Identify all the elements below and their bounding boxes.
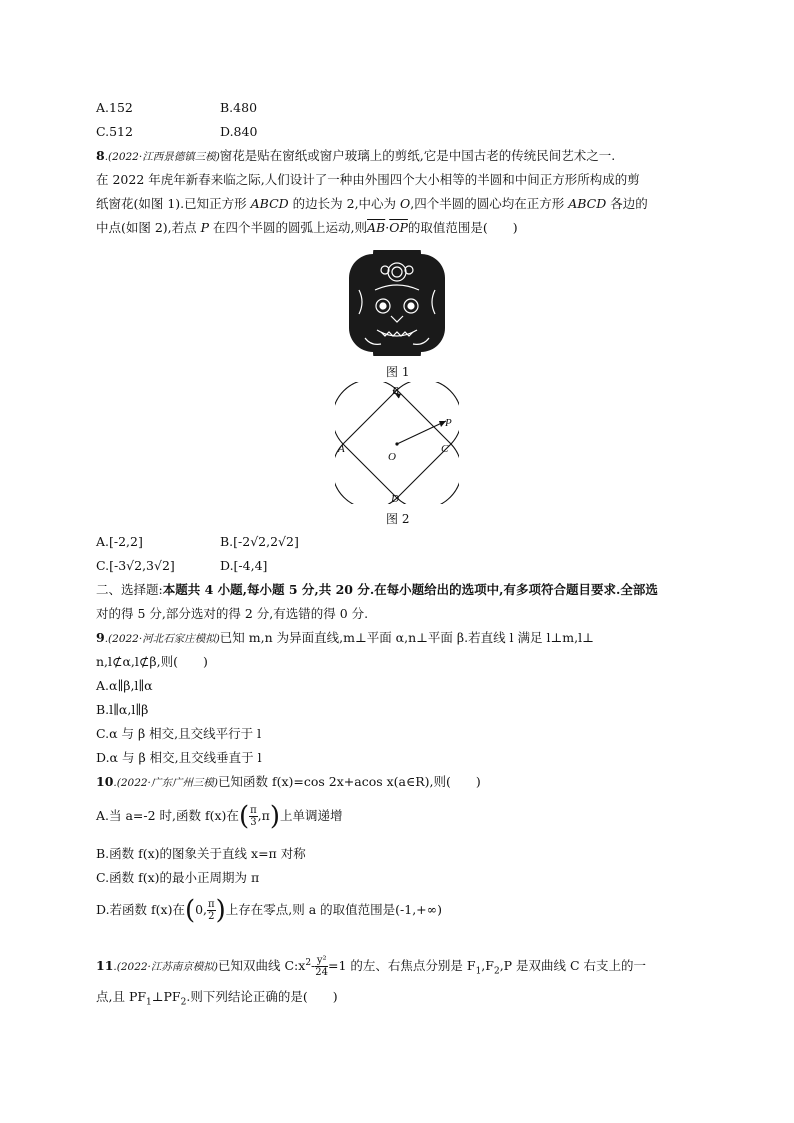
- q11-text-2b: ⊥PF: [151, 989, 181, 1004]
- q10-d-fraction: [207, 899, 216, 922]
- fig2-label-b: B: [392, 385, 399, 397]
- q10-d-zero: 0,: [195, 902, 208, 917]
- q7-option-d: D.840: [220, 124, 258, 139]
- q10-a-fraction: [249, 805, 258, 828]
- q11-sub4: 2: [180, 997, 187, 1008]
- q9-option-c: C.α 与 β 相交,且交线平行于 l: [96, 726, 262, 741]
- q11-source: .(2022·江苏南京模拟): [113, 961, 218, 974]
- q10-option-c: C.函数 f(x)的最小正周期为 π: [96, 870, 260, 885]
- q8-option-d: D.[-4,4]: [220, 558, 268, 573]
- q10-d-frac-den: 2: [208, 911, 215, 922]
- q10-d-frac-num: π: [208, 899, 215, 910]
- q7-option-c: C.512: [96, 124, 133, 139]
- q8-text-4c: 在四个半圆的圆弧上运动,则: [209, 220, 368, 235]
- q11-frac-num: y²: [316, 955, 327, 967]
- q11-text-2a: 点,且 PF: [96, 989, 147, 1004]
- q9-text-1: 已知 m,n 为异面直线,m⊥平面 α,n⊥平面 β.若直线 l 满足 l⊥m,l⊥: [219, 630, 594, 645]
- q11-minus: -: [311, 958, 316, 974]
- q9-option-b: B.l∥α,l∥β: [96, 702, 149, 717]
- section2-line-1: [96, 581, 658, 599]
- q8-text-4g: 的取值范围是( ): [407, 220, 518, 235]
- q11-line-1: [96, 950, 646, 985]
- q11-sub3: 1: [146, 997, 152, 1008]
- q8-text-3e: ,四个半圆的圆心均在正方形: [410, 196, 569, 211]
- q10-option-d: D.若函数 f(x)在(0, $\frac{\pi}{2}$ )上存在零点,则 a 的取值范围是(-1,+∞): [96, 895, 442, 926]
- section2-line-2: 对的得 5 分,部分选对的得 2 分,有选错的得 0 分.: [96, 606, 369, 621]
- q9-number: 9: [96, 630, 105, 645]
- q8-o: O: [400, 196, 411, 211]
- q11-sub1: 1: [475, 966, 482, 977]
- q8-option-c: C.[-3√2,3√2]: [96, 558, 175, 573]
- fig2-label-c: C: [441, 443, 449, 455]
- fig2-label-o: O: [388, 451, 396, 463]
- q11-text-1c: =1 的左、右焦点分别是 F: [328, 958, 476, 974]
- q8-option-b: B.[-2√2,2√2]: [220, 534, 299, 549]
- q10-source: .(2022·广东广州三模): [113, 777, 218, 789]
- q10-a-text-1: A.当 a=-2 时,函数 f(x)在: [96, 808, 239, 823]
- q9-option-a: A.α∥β,l∥α: [96, 678, 153, 693]
- q11-text-1a: 已知双曲线 C:x: [218, 958, 306, 974]
- q11-sub2: 2: [493, 966, 500, 977]
- figure-1-papercut: [345, 250, 449, 356]
- q10-number: 10: [96, 774, 114, 789]
- q8-text-3a: 纸窗花(如图 1).已知正方形: [96, 196, 251, 211]
- q8-text-3g: 各边的: [606, 196, 648, 211]
- q8-text-4a: 中点(如图 2),若点: [96, 220, 201, 235]
- q8-line-4: [96, 219, 518, 237]
- q11-sup: 2: [305, 958, 312, 968]
- q10-d-text-2: 上存在零点,则 a 的取值范围是(-1,+∞): [225, 902, 442, 917]
- q7-option-a: A.152: [96, 100, 133, 115]
- q8-p: P: [200, 220, 210, 235]
- q11-frac-den: 24: [315, 967, 329, 979]
- q8-line-1: [96, 147, 615, 166]
- q10-a-frac-num: π: [250, 805, 257, 816]
- q8-abcd-1: ABCD: [250, 196, 289, 211]
- figure-2-diagram: [335, 382, 459, 504]
- fig2-label-p: P: [445, 417, 452, 429]
- q9-option-d: D.α 与 β 相交,且交线垂直于 l: [96, 750, 262, 765]
- q10-a-text-3: 上单调递增: [280, 808, 343, 823]
- q11-text-1e: ,P 是双曲线 C 右支上的一: [499, 958, 647, 974]
- q11-fraction: [315, 955, 328, 978]
- q8-number: 8: [96, 148, 105, 163]
- q8-vector-ab: $\overline{AB}$: [367, 220, 386, 235]
- q10-line-1: [96, 773, 481, 792]
- q8-text-1: 窗花是贴在窗纸或窗户玻璃上的剪纸,它是中国古老的传统民间艺术之一.: [219, 148, 616, 163]
- q9-line-2: n,l⊄α,l⊄β,则( ): [96, 654, 208, 669]
- q9-source: .(2022·河北石家庄模拟): [104, 633, 220, 645]
- figure-2-caption: 图 2: [386, 512, 410, 526]
- q10-a-text-2: ,π: [257, 808, 270, 823]
- q8-source: .(2022·江西景德镇三模): [104, 151, 220, 163]
- q10-option-a: A.当 a=-2 时,函数 f(x)在( $\frac{\pi}{3}$ ,π)上单调递增: [96, 801, 343, 832]
- q7-option-b: B.480: [220, 100, 258, 115]
- q10-d-text-1: D.若函数 f(x)在: [96, 902, 185, 917]
- fig2-label-a: A: [338, 443, 345, 455]
- q10-option-b: B.函数 f(x)的图象关于直线 x=π 对称: [96, 846, 306, 861]
- q11-number: 11: [96, 958, 114, 974]
- q11-line-2: [96, 988, 338, 1012]
- q10-text-1: 已知函数 f(x)=cos 2x+acos x(a∈R),则( ): [218, 774, 481, 789]
- q8-abcd-2: ABCD: [568, 196, 607, 211]
- q8-option-a: A.[-2,2]: [96, 534, 143, 549]
- q8-text-3c: 的边长为 2,中心为: [288, 196, 401, 211]
- section2-instructions: 本题共 4 小题,每小题 5 分,共 20 分.在每小题给出的选项中,有多项符合题目要求.全部选: [162, 582, 658, 597]
- q8-dot: ·: [385, 220, 390, 235]
- q9-line-1: [96, 629, 594, 648]
- q11-text-1d: ,F: [481, 958, 494, 974]
- q8-line-3: [96, 195, 648, 213]
- section2-heading: 二、选择题:: [96, 582, 163, 597]
- q11-text-2c: .则下列结论正确的是( ): [186, 989, 338, 1004]
- q8-line-2: 在 2022 年虎年新春来临之际,人们设计了一种由外围四个大小相等的半圆和中间正方形所构成的剪: [96, 172, 640, 187]
- q10-a-frac-den: 3: [250, 817, 257, 828]
- q8-vector-op: $\overline{OP}$: [389, 220, 408, 235]
- figure-1-caption: 图 1: [386, 365, 410, 379]
- fig2-label-d: D: [391, 493, 399, 504]
